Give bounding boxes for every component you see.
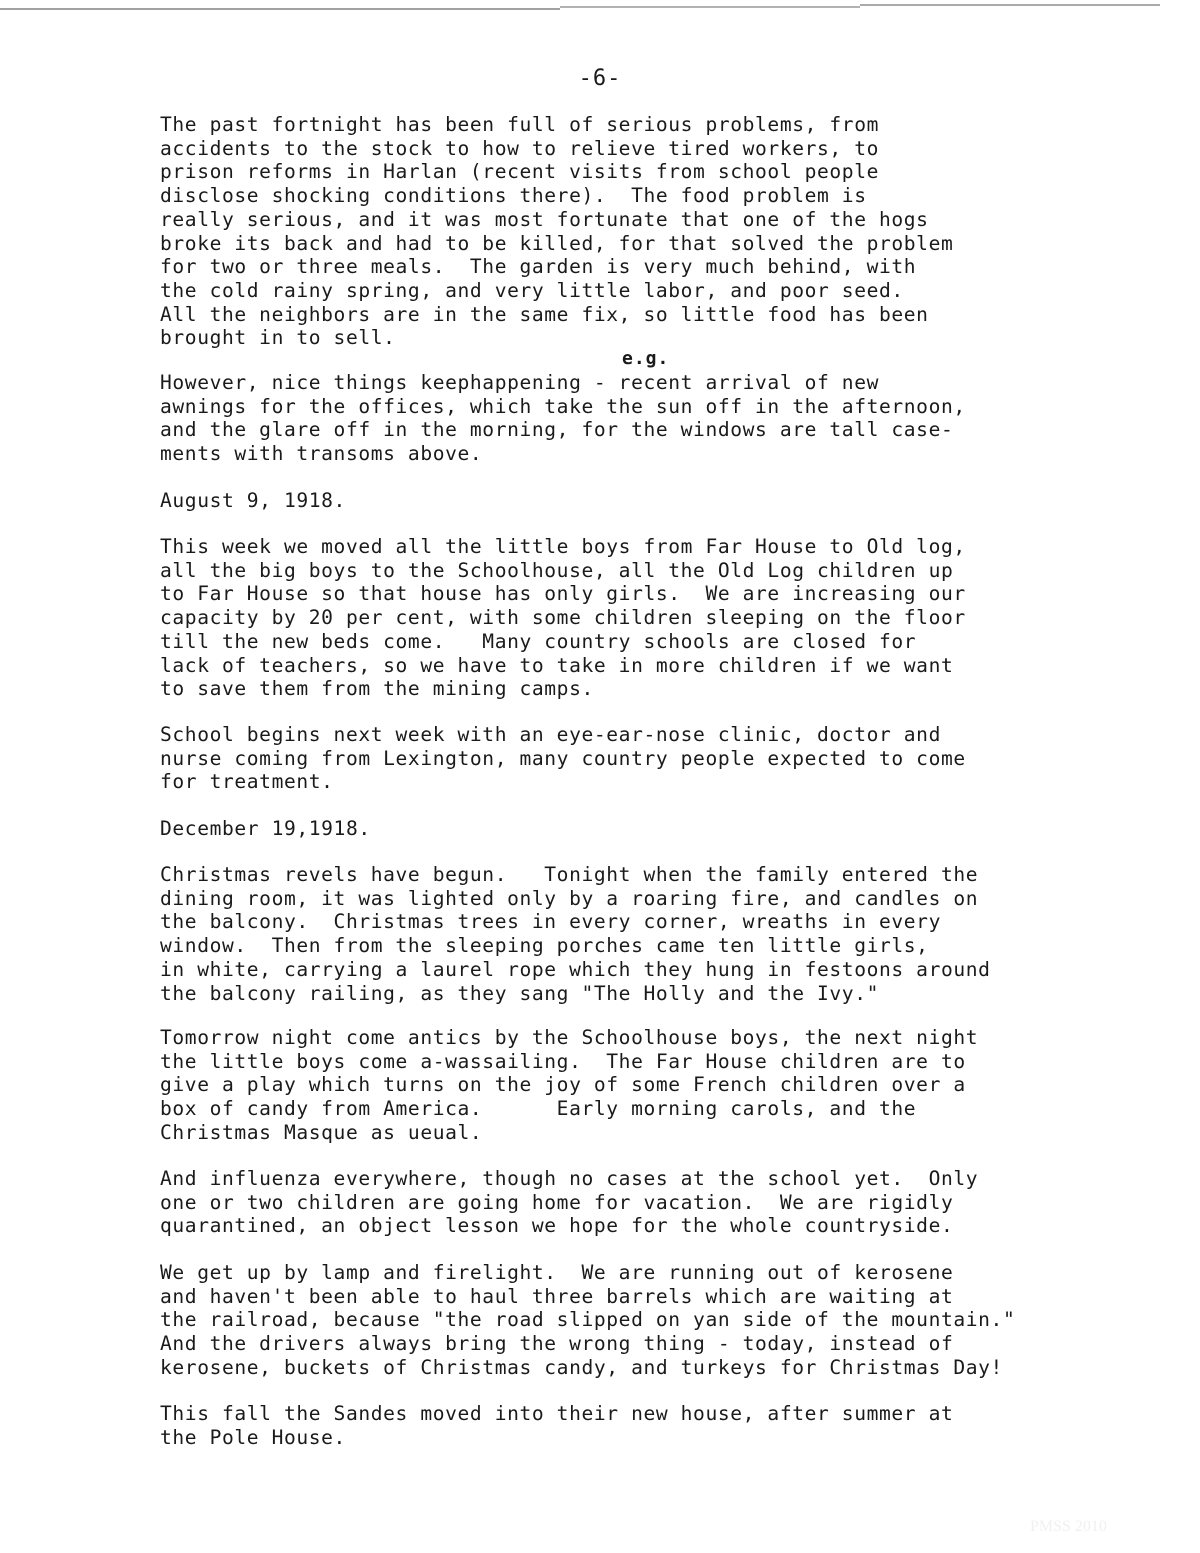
paragraph-block [160,723,1080,794]
top-edge-rule [860,4,1160,6]
date-heading: December 19,1918. [160,817,371,840]
handwritten-insert-note: e.g. [622,348,670,369]
paragraph: This fall the Sandes moved into their new house, after summer at the Pole House. [160,1402,954,1449]
paragraph: Tomorrow night come antics by the Schoolhouse boys, the next night the little boys come a-wassailing. The Far House children are to give a play which turns on the joy of some French children over a box of candy from America. Early morning carols, and the Christmas Masque as ueual. [160,1026,979,1144]
paragraph: School begins next week with an eye-ear-nose clinic, doctor and nurse coming from Lexington, many country people expected to come for treatment. [160,723,966,794]
paragraph-block [160,863,1080,1005]
paragraph: We get up by lamp and firelight. We are running out of kerosene and haven't been able to haul three barrels which are waiting at the railroad, because "the road slipped on yan side of the mountain." And the drivers always bring the wrong thing - today, instead of kerosene, buckets of Christmas candy, and turkeys for Christmas Day! [160,1261,1016,1379]
paragraph: This week we moved all the little boys from Far House to Old log, all the big boys to the Schoolhouse, all the Old Log children up to Far House so that house has only girls. We are increasing our capacity by 20 per cent, with some children sleeping on the floor till the new beds come. Many country schools are closed for lack of teachers, so we have to take in more children if we want to save them from the mining camps. [160,535,966,701]
paragraph-block [160,1167,1080,1238]
date-heading: August 9, 1918. [160,489,346,512]
archive-watermark: PMSS 2010 [1030,1518,1107,1535]
top-edge-rule [0,8,560,10]
page-number: -6- [578,66,622,91]
paragraph-block [160,113,1080,350]
paragraph-block [160,1402,1080,1449]
paragraph-block [160,1261,1080,1380]
date-heading-block [160,817,1080,841]
paragraph-block [160,535,1080,701]
paragraph-block [160,1026,1080,1145]
top-edge-rule [560,6,860,8]
paragraph-block [160,371,1080,466]
paragraph: The past fortnight has been full of serious problems, from accidents to the stock to how to relieve tired workers, to prison reforms in Harlan (recent visits from school people disclose shocking conditions there). The food problem is really serious, and it was most fortunate that one of the hogs broke its back and had to be killed, for that solved the problem for two or three meals. The garden is very much behind, with the cold rainy spring, and very little labor, and poor seed. All the neighbors are in the same fix, so little food has been brought in to sell. [160,113,954,350]
paragraph: However, nice things keephappening - recent arrival of new awnings for the offices, which take the sun off in the afternoon, and the glare off in the morning, for the windows are tall case- ments with transoms above. [160,371,966,466]
paragraph: Christmas revels have begun. Tonight when the family entered the dining room, it was lighted only by a roaring fire, and candles on the balcony. Christmas trees in every corner, wreaths in every window. Then from the sleeping porches came ten little girls, in white, carrying a laurel rope which they hung in festoons around the balcony railing, as they sang "The Holly and the Ivy." [160,863,991,1005]
paragraph: And influenza everywhere, though no cases at the school yet. Only one or two children are going home for vacation. We are rigidly quarantined, an object lesson we hope for the whole countryside. [160,1167,979,1238]
date-heading-block [160,489,1080,513]
